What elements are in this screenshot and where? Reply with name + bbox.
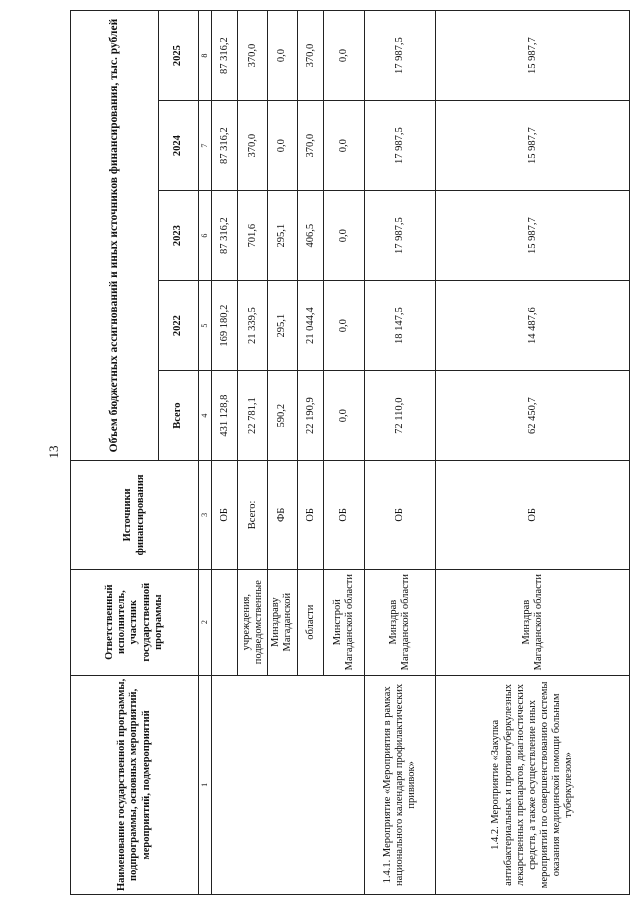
row-2022: 21 339,5 bbox=[238, 281, 268, 371]
table-row bbox=[212, 11, 238, 895]
row-2023: 17 987,5 bbox=[365, 191, 436, 281]
column-number: 1 bbox=[199, 675, 212, 894]
row-executor: Минздрав Магаданской области bbox=[365, 569, 436, 675]
row-2023: 87 316,2 bbox=[212, 191, 238, 281]
column-number: 6 bbox=[199, 191, 212, 281]
row-total: 72 110,0 bbox=[365, 371, 436, 461]
column-number: 2 bbox=[199, 569, 212, 675]
row-total: 22 190,9 bbox=[297, 371, 323, 461]
row-total: 0,0 bbox=[324, 371, 365, 461]
row-2025: 0,0 bbox=[324, 11, 365, 101]
row-2023: 406,5 bbox=[297, 191, 323, 281]
row-total: 62 450,7 bbox=[436, 371, 630, 461]
row-executor: области bbox=[297, 569, 323, 675]
row-total: 431 128,8 bbox=[212, 371, 238, 461]
header-volume: Объем бюджетных ассигнований и иных источников финансирования, тыс. рублей bbox=[71, 11, 159, 461]
row-total: 590,2 bbox=[268, 371, 298, 461]
row-2025: 87 316,2 bbox=[212, 11, 238, 101]
row-2024: 17 987,5 bbox=[365, 101, 436, 191]
row-2025: 370,0 bbox=[297, 11, 323, 101]
row-2024: 87 316,2 bbox=[212, 101, 238, 191]
row-2022: 295,1 bbox=[268, 281, 298, 371]
table-row bbox=[436, 11, 630, 895]
row-2022: 21 044,4 bbox=[297, 281, 323, 371]
row-2025: 370,0 bbox=[238, 11, 268, 101]
row-executor bbox=[212, 569, 238, 675]
row-2025: 17 987,5 bbox=[365, 11, 436, 101]
row-total: 22 781,1 bbox=[238, 371, 268, 461]
row-source: ФБ bbox=[268, 461, 298, 569]
column-number: 8 bbox=[199, 11, 212, 101]
column-number-row bbox=[199, 11, 212, 895]
row-executor: Минздрав Магаданской области bbox=[436, 569, 630, 675]
row-executor: Минздраву Магаданской bbox=[268, 569, 298, 675]
row-source: ОБ bbox=[436, 461, 630, 569]
header-2023: 2023 bbox=[159, 191, 199, 281]
row-2024: 0,0 bbox=[324, 101, 365, 191]
row-2025: 0,0 bbox=[268, 11, 298, 101]
header-2022: 2022 bbox=[159, 281, 199, 371]
header-name: Наименование государственной программы, подпрограммы, основных мероприятий, мероприятий, подмероприятий bbox=[71, 675, 199, 894]
row-name: 1.4.2. Мероприятие «Закупка антибактериальных и противотуберкулезных лекарственных препаратов, диагностических средств, а также осуществление иных мероприятий по совершенствованию системы оказания медицинской помощи больным туберкулезом» bbox=[436, 675, 630, 894]
header-2024: 2024 bbox=[159, 101, 199, 191]
rotated-page bbox=[70, 0, 640, 895]
row-executor: Минстрой Магаданской области bbox=[324, 569, 365, 675]
row-2023: 295,1 bbox=[268, 191, 298, 281]
row-source: ОБ bbox=[365, 461, 436, 569]
column-number: 5 bbox=[199, 281, 212, 371]
header-2025: 2025 bbox=[159, 11, 199, 101]
header-executor: Ответственный исполнитель, участник государственной программы bbox=[71, 569, 199, 675]
header-total: Всего bbox=[159, 371, 199, 461]
row-2023: 701,6 bbox=[238, 191, 268, 281]
row-name: 1.4.1. Мероприятие «Мероприятия в рамках национального календаря профилактических прививок» bbox=[365, 675, 436, 894]
row-source: ОБ bbox=[324, 461, 365, 569]
column-number: 3 bbox=[199, 461, 212, 569]
column-number: 7 bbox=[199, 101, 212, 191]
row-2023: 0,0 bbox=[324, 191, 365, 281]
row-source: ОБ bbox=[212, 461, 238, 569]
header-source: Источники финансирования bbox=[71, 461, 199, 569]
page-number: 13 bbox=[46, 445, 61, 459]
row-source: ОБ bbox=[297, 461, 323, 569]
row-2022: 14 487,6 bbox=[436, 281, 630, 371]
budget-table bbox=[70, 10, 630, 895]
row-2024: 15 987,7 bbox=[436, 101, 630, 191]
row-2023: 15 987,7 bbox=[436, 191, 630, 281]
column-number: 4 bbox=[199, 371, 212, 461]
row-2024: 0,0 bbox=[268, 101, 298, 191]
row-2022: 169 180,2 bbox=[212, 281, 238, 371]
row-2024: 370,0 bbox=[297, 101, 323, 191]
row-source: Всего: bbox=[238, 461, 268, 569]
row-2022: 0,0 bbox=[324, 281, 365, 371]
row-executor: учреждения, подведомственные bbox=[238, 569, 268, 675]
row-2022: 18 147,5 bbox=[365, 281, 436, 371]
row-2024: 370,0 bbox=[238, 101, 268, 191]
table-row bbox=[365, 11, 436, 895]
row-name bbox=[212, 675, 365, 894]
row-2025: 15 987,7 bbox=[436, 11, 630, 101]
